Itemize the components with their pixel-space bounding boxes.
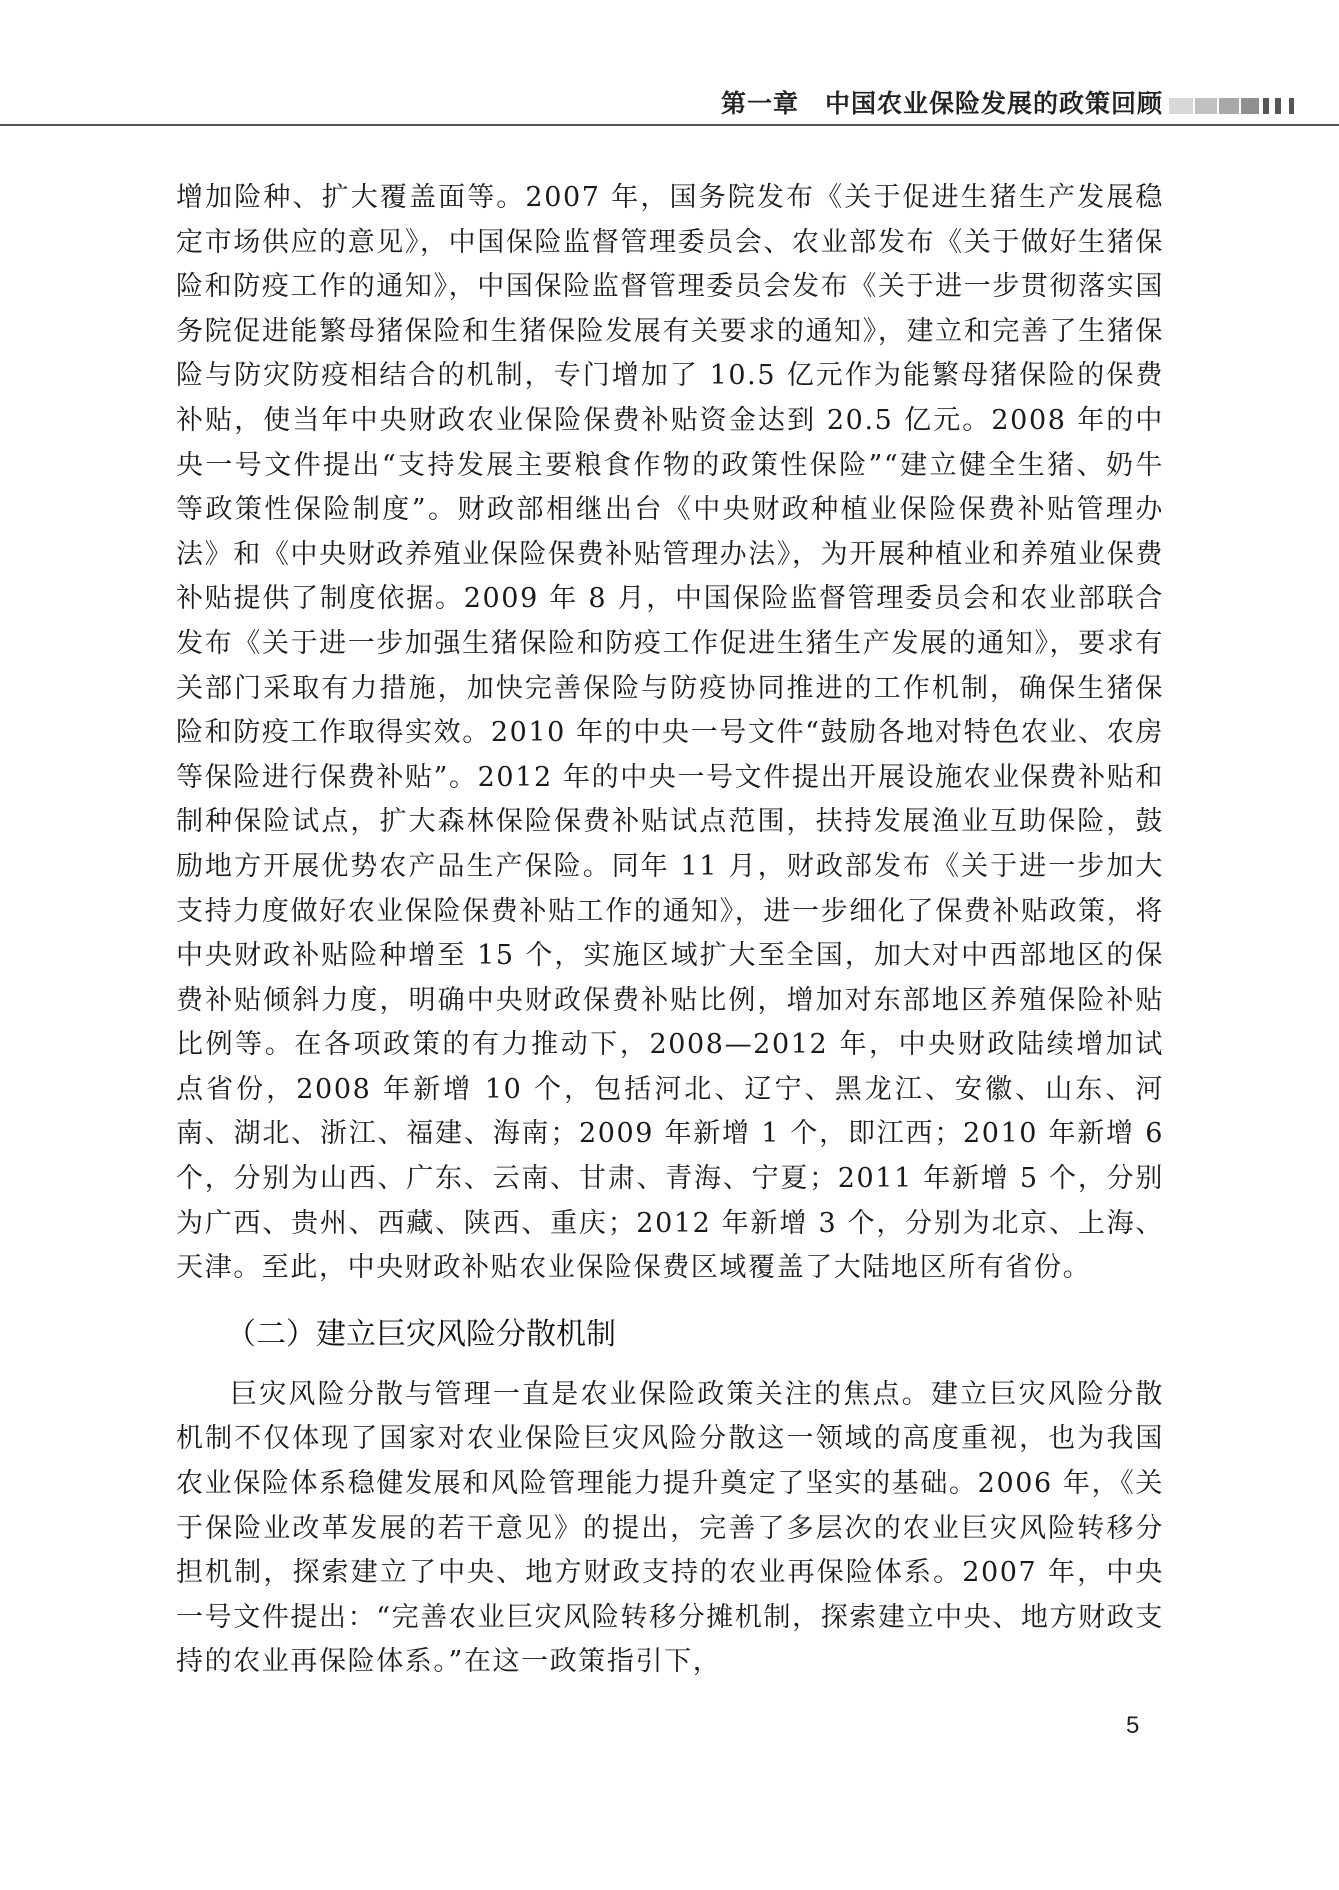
body-paragraph-1: 增加险种、扩大覆盖面等。2007 年，国务院发布《关于促进生猪生产发展稳定市场供应的意见》，中国保险监督管理委员会、农业部发布《关于做好生猪保险和防疫工作的通知》，中国保险监督管理委员会发布《关于进一步贯彻落实国务院促进能繁母猪保险和生猪保险发展有关要求的通知》，建立和完善了生猪保险与防灾防疫相结合的机制，专门增加了 10.5 亿元作为能繁母猪保险的保费补贴，使当年中央财政农业保险保费补贴资金达到 20.5 亿元。2008 年的中央一号文件提出“支持发展主要粮食作物的政策性保险”“建立健全生猪、奶牛等政策性保险制度”。财政部相继出台《中央财政种植业保险保费补贴管理办法》和《中央财政养殖业保险保费补贴管理办法》，为开展种植业和养殖业保费补贴提供了制度依据。2009 年 8 月，中国保险监督管理委员会和农业部联合发布《关于进一步加强生猪保险和防疫工作促进生猪生产发展的通知》，要求有关部门采取有力措施，加快完善保险与防疫协同推进的工作机制，确保生猪保险和防疫工作取得实效。2010 年的中央一号文件“鼓励各地对特色农业、农房等保险进行保费补贴”。2012 年的中央一号文件提出开展设施农业保费补贴和制种保险试点，扩大森林保险保费补贴试点范围，扶持发展渔业互助保险，鼓励地方开展优势农产品生产保险。同年 11 月，财政部发布《关于进一步加大支持力度做好农业保险保费补贴工作的通知》，进一步细化了保费补贴政策，将中央财政补贴险种增至 15 个，实施区域扩大至全国，加大对中西部地区的保费补贴倾斜力度，明确中央财政保费补贴比例，增加对东部地区养殖保险补贴比例等。在各项政策的有力推动下，2008—2012 年，中央财政陆续增加试点省份，2008 年新增 10 个，包括河北、辽宁、黑龙江、安徽、山东、河南、湖北、浙江、福建、海南；2009 年新增 1 个，即江西；2010 年新增 6 个，分别为山西、广东、云南、甘肃、青海、宁夏；2011 年新增 5 个，分别为广西、贵州、西藏、陕西、重庆；2012 年新增 3 个，分别为北京、上海、天津。至此，中央财政补贴农业保险保费区域覆盖了大陆地区所有省份。 (176, 182, 1164, 1284)
page-number: 5 (1126, 1712, 1140, 1739)
running-header (0, 84, 1339, 130)
chapter-title: 第一章 中国农业保险发展的政策回顾 (720, 89, 1163, 118)
header-rule (0, 124, 1339, 126)
page-body (176, 176, 1164, 1685)
body-paragraph-2: 巨灾风险分散与管理一直是农业保险政策关注的焦点。建立巨灾风险分散机制不仅体现了国家对农业保险巨灾风险分散这一领域的高度重视，也为我国农业保险体系稳健发展和风险管理能力提升奠定了坚实的基础。2006 年，《关于保险业改革发展的若干意见》的提出，完善了多层次的农业巨灾风险转移分担机制，探索建立了中央、地方财政支持的农业再保险体系。2007 年，中央一号文件提出：“完善农业巨灾风险转移分摊机制，探索建立中央、地方财政支持的农业再保险体系。”在这一政策指引下， (176, 1378, 1164, 1678)
section-heading: （二）建立巨灾风险分散机制 (226, 1316, 616, 1352)
header-decoration (1169, 98, 1339, 114)
